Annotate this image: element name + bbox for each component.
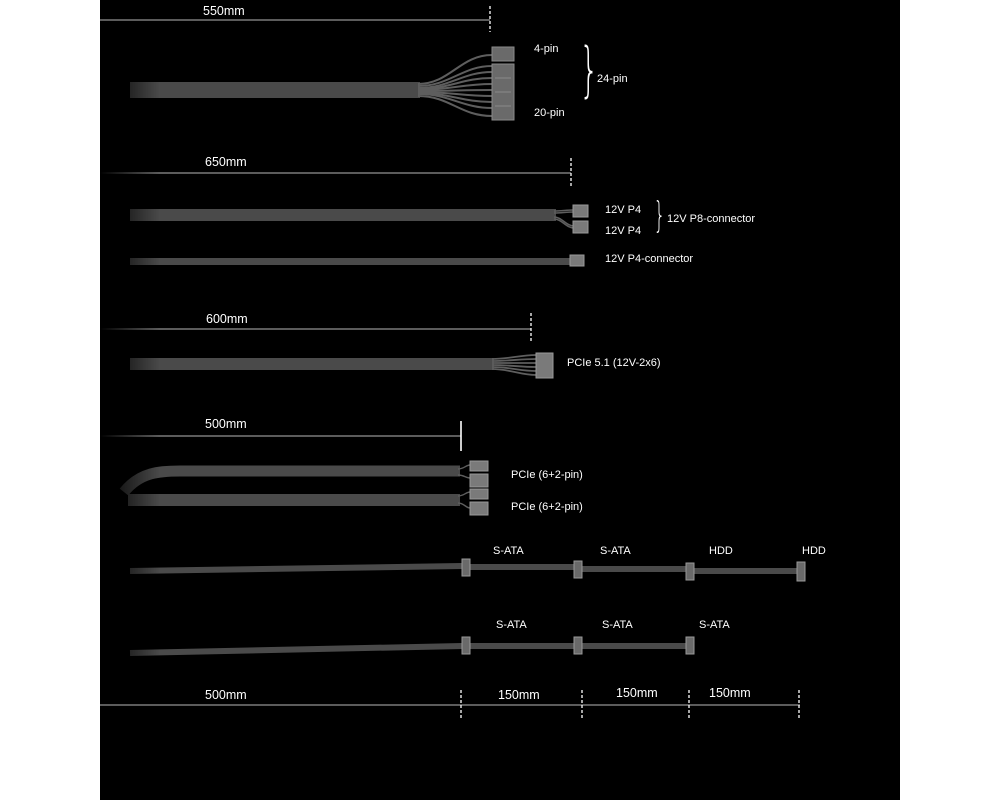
label-pcie-a: PCIe (6+2-pin) (511, 469, 583, 481)
label-sata-5: S-ATA (699, 619, 730, 631)
brace-24pin: } (579, 35, 599, 105)
pcie-connector-b (470, 502, 488, 515)
brace-p8: } (653, 195, 666, 236)
label-4pin: 4-pin (534, 43, 559, 55)
label-hdd-2: HDD (802, 545, 826, 557)
length-label-500: 500mm (205, 417, 247, 431)
label-pcie-b: PCIe (6+2-pin) (511, 501, 583, 513)
p4-connector-a (573, 205, 588, 217)
length-label-550: 550mm (203, 4, 245, 18)
4pin-connector (492, 47, 514, 61)
cpu-eps-cable (130, 205, 588, 266)
label-p4-connector: 12V P4-connector (605, 253, 694, 265)
label-sata-1: S-ATA (493, 545, 524, 557)
sata-cable (130, 637, 694, 654)
label-pcie51: PCIe 5.1 (12V-2x6) (567, 357, 661, 369)
label-24pin: 24-pin (597, 73, 628, 85)
label-sata-2: S-ATA (600, 545, 631, 557)
label-hdd-1: HDD (709, 545, 733, 557)
cable-drawing (100, 0, 900, 800)
p4-single-connector (570, 255, 584, 266)
label-12v-p4-b: 12V P4 (605, 225, 642, 237)
12v2x6-connector (536, 353, 553, 378)
measure-550 (100, 6, 490, 32)
label-20pin: 20-pin (534, 107, 565, 119)
label-p8: 12V P8-connector (667, 213, 756, 225)
pcie-6plus2-cables (124, 461, 488, 515)
pcie51-cable (130, 353, 553, 378)
pcie-connector-a (470, 474, 488, 487)
bottom-label-150-b: 150mm (616, 686, 658, 700)
label-sata-4: S-ATA (602, 619, 633, 631)
measure-650 (100, 158, 571, 186)
label-12v-p4-a: 12V P4 (605, 204, 642, 216)
bottom-label-150-a: 150mm (498, 688, 540, 702)
bottom-label-500: 500mm (205, 688, 247, 702)
sata-hdd-cable (130, 559, 805, 581)
length-label-650: 650mm (205, 155, 247, 169)
cable-diagram (100, 0, 900, 800)
bottom-label-150-c: 150mm (709, 686, 751, 700)
p4-connector-b (573, 221, 588, 233)
label-sata-3: S-ATA (496, 619, 527, 631)
length-label-600: 600mm (206, 312, 248, 326)
measure-600 (100, 313, 531, 343)
atx-24pin-cable (130, 47, 514, 120)
